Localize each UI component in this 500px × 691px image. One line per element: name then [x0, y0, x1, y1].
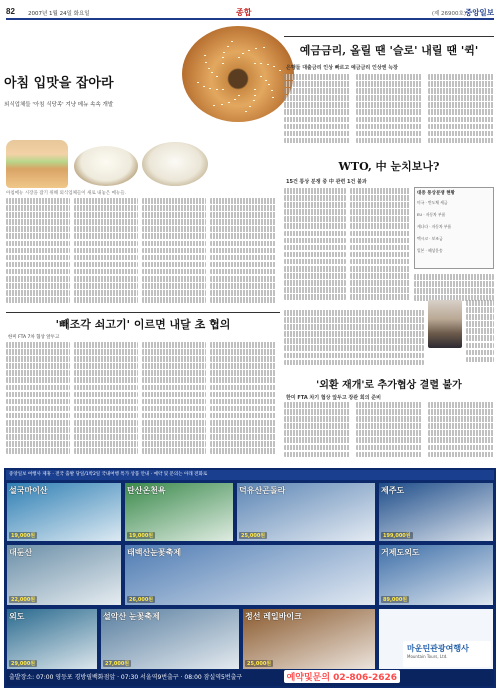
- article-column: [428, 402, 494, 464]
- bagel-seed: [254, 63, 256, 64]
- agency-sub: Mountain Tours, Ltd.: [407, 654, 448, 659]
- article-column: [6, 198, 70, 308]
- bagel-seed: [253, 100, 255, 101]
- ad-tour-cell[interactable]: [378, 544, 494, 606]
- bagel-seed: [209, 88, 211, 89]
- ad-tour-price: 27,000원: [105, 661, 130, 667]
- bagel-seed: [205, 62, 207, 63]
- headline-wto: WTO, 中 눈치보나?: [338, 160, 440, 173]
- ad-tour-price: 25,000원: [247, 661, 272, 667]
- ad-tour-price: 26,000원: [129, 597, 154, 603]
- subhead-fta: 한미 FTA 차기 협상 앞두고 장관 회의 준비: [286, 395, 381, 401]
- bagel-seed: [222, 63, 224, 64]
- bagel-seed: [254, 95, 256, 96]
- article-column: [356, 74, 422, 152]
- article-column: [210, 342, 276, 462]
- ad-tour-cell[interactable]: [100, 608, 240, 670]
- soup-bowl-photo: [142, 142, 208, 186]
- table-row: 캐나다 · 자동차 부품: [417, 224, 452, 229]
- bagel-seed: [273, 66, 275, 67]
- table-title: 대중 통상분쟁 현황: [417, 191, 455, 196]
- masthead: [6, 6, 494, 20]
- bagel-seed: [238, 95, 240, 96]
- bagel-seed: [203, 86, 205, 87]
- edition-number: (제 26900호): [431, 11, 466, 17]
- article-column: [284, 402, 350, 464]
- bagel-seed: [248, 50, 250, 51]
- ad-tour-label: 덕유산곤돌라: [239, 486, 286, 495]
- feature-subtitle: 외식업체들 '아침 식당족' 겨냥 메뉴 속속 개발: [4, 102, 114, 108]
- bagel-seed: [265, 80, 267, 81]
- ad-tour-cell[interactable]: [6, 608, 98, 670]
- subhead-interest-rate: 은행들 대출금리 인상 빠르고 예금금리 인상엔 늑장: [286, 65, 398, 71]
- bagel-seed: [267, 64, 269, 65]
- bagel-seed: [227, 46, 229, 47]
- ad-footer: 출발장소: 07:00 영등포 경방필백화점앞 · 07:30 서울역9번출구 · 08:00 잠실역5번출구: [6, 670, 494, 686]
- article-column: [350, 188, 410, 306]
- bagel-seed: [216, 76, 218, 77]
- headline-fta: '외환 재개'로 추가협상 결렬 불가: [316, 380, 462, 391]
- ad-tour-price: 25,000원: [241, 533, 266, 539]
- article-column: [74, 342, 138, 462]
- bagel-seed: [260, 76, 262, 77]
- bagel-seed: [213, 105, 215, 106]
- article-column: [356, 402, 422, 464]
- bagel-seed: [279, 70, 281, 71]
- ad-tour-cell[interactable]: [378, 482, 494, 542]
- bagel-seed: [216, 89, 218, 90]
- subhead-wto: 15건 통상 분쟁 중 中 관련 1건 불과: [286, 179, 367, 185]
- ad-tour-label: 탄산온천욕: [127, 486, 166, 495]
- bagel-seed: [234, 99, 236, 100]
- article-column: [428, 74, 494, 152]
- porridge-bowl-photo: [74, 146, 138, 186]
- bagel-seed: [211, 72, 213, 73]
- headline-beef: '빼조각 쇠고기' 이르면 내달 초 협의: [55, 318, 231, 331]
- table-row: 미국 · 반도체 세금: [417, 200, 448, 205]
- bagel-seed: [255, 48, 257, 49]
- article-column: [284, 74, 350, 152]
- article-column: [142, 342, 206, 462]
- issue-date: 2007년 1월 24일 화요일: [28, 11, 90, 17]
- photo-caption: 아침메뉴 시장을 잡기 위해 외식업체들이 새로 내놓은 메뉴들.: [6, 191, 127, 196]
- byline: 한미 FTA 7차 협상 앞두고: [8, 335, 60, 340]
- ad-tour-label: 태백산눈꽃축제: [127, 548, 182, 557]
- reservation-phone[interactable]: 예약및문의 02-806-2626: [284, 670, 400, 683]
- agency-name: 마운틴관광여행사: [407, 644, 469, 653]
- divider: [284, 36, 494, 37]
- ad-tour-cell[interactable]: [6, 544, 122, 606]
- ad-tour-price: 199,000원: [383, 533, 411, 539]
- ad-tour-cell[interactable]: [236, 482, 376, 542]
- travel-advertisement: [4, 468, 496, 688]
- bagel-seed: [222, 57, 224, 58]
- ad-tour-label: 외도: [9, 612, 25, 621]
- article-column: [210, 198, 276, 308]
- sandwich-photo: [6, 140, 68, 188]
- bagel-seed: [204, 55, 206, 56]
- bagel-seed: [263, 47, 265, 48]
- bagel-seed: [222, 89, 224, 90]
- table-row: 멕시코 · 보조금: [417, 236, 443, 241]
- ad-tour-cell[interactable]: [124, 544, 376, 606]
- ad-tour-cell[interactable]: [6, 482, 122, 542]
- bagel-seed: [231, 41, 233, 42]
- bagel-seed: [245, 111, 247, 112]
- travel-agency-logo: [403, 641, 491, 667]
- bagel-seed: [197, 82, 199, 83]
- bagel-seed: [260, 63, 262, 64]
- table-row: EU · 자동차 부품: [417, 212, 446, 217]
- ad-info-panel: [378, 608, 494, 670]
- columnist-portrait: [428, 300, 462, 348]
- ad-tour-price: 22,000원: [11, 597, 36, 603]
- bagel-seed: [238, 57, 240, 58]
- article-column: [466, 300, 494, 370]
- page-number: 82: [6, 7, 15, 16]
- table-row: 일본 · 해상운송: [417, 248, 443, 253]
- ad-tour-price: 89,000원: [383, 597, 408, 603]
- bagel-seed: [221, 104, 223, 105]
- feature-title: 아침 입맛을 잡아라: [4, 76, 114, 91]
- headline-interest-rate: 예금금리, 올릴 땐 '슬로' 내릴 땐 '퀵': [299, 44, 479, 57]
- ad-tour-price: 29,000원: [11, 661, 36, 667]
- ad-tour-label: 거제도외도: [381, 548, 420, 557]
- dispute-table: [414, 187, 494, 269]
- section-label: 종합: [236, 8, 252, 17]
- article-column: [6, 342, 70, 462]
- bagel-seed: [208, 68, 210, 69]
- ad-banner: 중앙일보 여행사 제휴 · 전국 출발 당일/1박2일 국내여행 특가 상품 안내 · 예약 및 문의는 아래 전화로: [6, 470, 494, 480]
- bagel-seed: [223, 52, 225, 53]
- ad-tour-label: 정선 레일바이크: [245, 612, 302, 621]
- article-column: [284, 188, 346, 306]
- ad-tour-label: 설국마이산: [9, 486, 48, 495]
- bagel-seed: [272, 97, 274, 98]
- bagel-photo: [182, 26, 294, 122]
- ad-tour-label: 대둔산: [9, 548, 33, 557]
- bagel-seed: [242, 53, 244, 54]
- ad-tour-price: 19,000원: [11, 533, 36, 539]
- bagel-seed: [228, 102, 230, 103]
- ad-tour-label: 제주도: [381, 486, 405, 495]
- ad-tour-price: 19,000원: [129, 533, 154, 539]
- ad-tour-cell[interactable]: [124, 482, 234, 542]
- bagel-seed: [271, 90, 273, 91]
- article-column: [142, 198, 206, 308]
- article-column: [74, 198, 138, 308]
- paper-name: 중앙일보: [465, 8, 494, 17]
- ad-tour-label: 설악산 눈꽃축제: [103, 612, 160, 621]
- article-column: [284, 310, 424, 370]
- ad-tour-cell[interactable]: [242, 608, 376, 670]
- divider: [6, 312, 280, 313]
- bagel-seed: [268, 84, 270, 85]
- bagel-seed: [254, 89, 256, 90]
- bagel-seed: [249, 106, 251, 107]
